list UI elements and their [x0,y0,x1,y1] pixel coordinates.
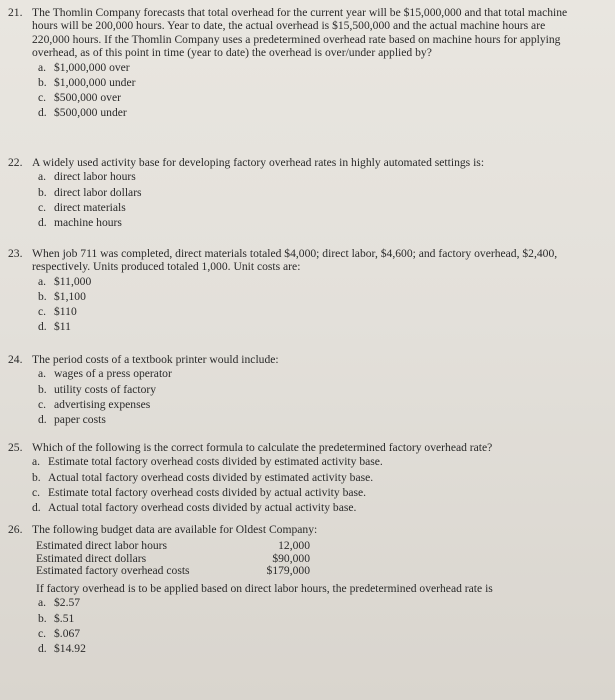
question-number: 23. [8,247,23,260]
option-d[interactable]: d. machine hours [38,215,122,229]
budget-label: Estimated direct labor hours [36,539,168,553]
option-b[interactable]: b. utility costs of factory [38,382,157,396]
budget-label: Estimated direct dollars [36,551,147,565]
budget-table [36,540,598,578]
option-d[interactable]: d. $14.92 [38,641,86,655]
question-number: 22. [8,156,23,169]
option-c[interactable]: c. $110 [38,305,77,319]
option-c[interactable]: c. advertising expenses [38,397,151,411]
option-b[interactable]: b. Actual total factory overhead costs divided by estimated activity base. [32,470,374,484]
question-26 [8,523,598,656]
option-c[interactable]: c. $.067 [38,626,81,640]
question-number: 21. [8,6,23,19]
question-text: When job 711 was completed, direct materials totaled $4,000; direct labor, $4,600; and factory overhead, $2,400, respectively. Units produced totaled 1,000. Unit costs are: [32,247,558,274]
budget-value: 12,000 [278,539,310,553]
budget-value: $90,000 [272,551,310,565]
question-text: The period costs of a textbook printer would include: [32,353,279,366]
option-d[interactable]: d. $11 [38,320,71,334]
option-c[interactable]: c. $500,000 over [38,91,121,104]
option-c[interactable]: c. Estimate total factory overhead costs divided by actual activity base. [32,485,367,499]
budget-label: Estimated factory overhead costs [36,564,190,578]
question-text: Which of the following is the correct formula to calculate the predetermined factory overhead rate? [32,441,493,454]
question-number: 25. [8,441,23,454]
question-24 [8,353,568,427]
question-text: The Thomlin Company forecasts that total overhead for the current year will be $15,000,000 and that total machine hours will be 200,000 hours. Year to date, the actual overhead is $15,500,000 and the actual machine hours are 220,000 hours. If the Thomlin Company uses a predetermined overhead rate based on machine hours for applying overhead, as of this point in time (year to date) the overhead is over/under applied by? [32,6,568,60]
option-list [38,274,580,335]
question-25 [8,441,598,515]
option-list [32,454,598,515]
followup-text: If factory overhead is to be applied based on direct labor hours, the predetermined overhead rate is [36,581,493,595]
option-list [38,366,568,427]
question-text: The following budget data are available for Oldest Company: [32,523,318,536]
question-22 [8,156,598,230]
option-list [38,595,598,656]
budget-value: $179,000 [266,564,310,578]
question-number: 24. [8,353,23,366]
option-list [38,60,568,121]
option-d[interactable]: d. paper costs [38,412,106,426]
option-b[interactable]: b. $1,000,000 under [38,75,136,89]
option-a[interactable]: a. direct labor hours [38,170,136,184]
option-a[interactable]: a. $2.57 [38,596,81,610]
question-text: A widely used activity base for developing factory overhead rates in highly automated settings is: [32,156,485,169]
option-list [38,169,598,230]
option-d[interactable]: d. $500,000 under [38,106,127,120]
option-d[interactable]: d. Actual total factory overhead costs divided by actual activity base. [32,500,357,514]
question-23 [8,247,580,335]
option-c[interactable]: c. direct materials [38,200,126,214]
option-b[interactable]: b. $1,100 [38,290,86,303]
option-b[interactable]: b. $.51 [38,611,75,625]
option-a[interactable]: a. $1,000,000 over [38,60,130,74]
option-a[interactable]: a. Estimate total factory overhead costs divided by estimated activity base. [32,455,383,469]
option-a[interactable]: a. wages of a press operator [38,367,172,381]
option-b[interactable]: b. direct labor dollars [38,185,142,199]
question-number: 26. [8,523,23,536]
option-a[interactable]: a. $11,000 [38,274,92,288]
question-21 [8,6,568,120]
